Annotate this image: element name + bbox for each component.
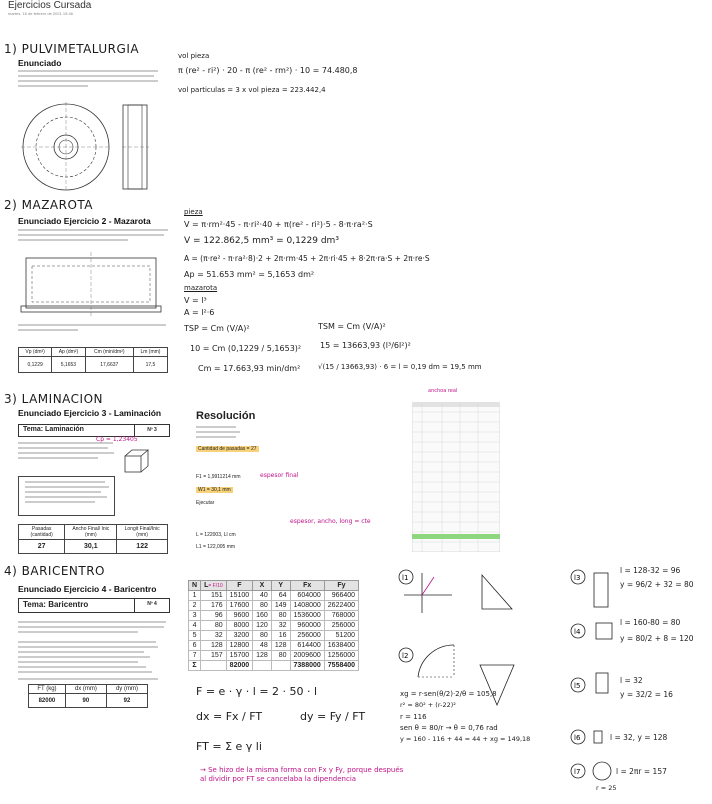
s4-th-0: FT (kg) (29, 685, 66, 694)
res-cell: 3200 (226, 631, 252, 641)
s4-note-19: y = 160 - 116 + 44 = 44 + xg = 149,18 (400, 735, 531, 743)
res-cell: 149 (271, 601, 290, 611)
res-cell: 604000 (290, 591, 324, 601)
res-cell: 157 (201, 651, 227, 661)
s3-block-icon (122, 448, 150, 474)
res-row (189, 661, 359, 671)
res-cell: 128 (271, 641, 290, 651)
s3-num: Nº 3 (134, 425, 169, 436)
s2-note-0: pieza (184, 208, 203, 216)
s4-num: Nº 4 (134, 599, 169, 612)
s3-res-line-4: L = 122003, Ll cm (196, 532, 236, 538)
s2-note-1: V = π·rm²·45 - π·ri²·40 + π(re² - ri²)·5 - 8·π·ra²·S (184, 220, 373, 229)
s3-note-2: espesor final (260, 472, 299, 479)
res-cell: 768000 (324, 611, 358, 621)
res-cell: 7 (189, 651, 201, 661)
res-cell: 128 (253, 651, 272, 661)
s4-th-2: dy (mm) (106, 685, 147, 694)
res-row (189, 641, 359, 651)
res-row (189, 621, 359, 631)
s2-text-2 (18, 324, 168, 331)
res-cell: 1256000 (324, 651, 358, 661)
s4-tema (18, 598, 170, 613)
s4-note-6: y = 96/2 + 32 = 80 (620, 580, 694, 589)
section-3-heading: 3) LAMINACION (4, 392, 104, 406)
res-cell (271, 661, 290, 671)
s4-title: Enunciado Ejercicio 4 - Baricentro (18, 584, 157, 594)
s2-note-13: √(15 / 13663,93) · 6 = l = 0,19 dm = 19,5 mm (318, 363, 482, 371)
s4-note-12: l = 2πr = 157 (616, 767, 667, 776)
s2-note-11: 15 = 13663,93 (l³/6l²)² (320, 341, 411, 350)
s1-note-2: vol particulas = 3 x vol pieza = 223.442,4 (178, 86, 326, 94)
s4-text (18, 621, 168, 680)
s1-text (18, 70, 160, 87)
res-col-f: F (226, 581, 252, 591)
res-cell: 7558400 (324, 661, 358, 671)
s4-note-13: r = 25 (596, 784, 617, 792)
res-cell: 9600 (226, 611, 252, 621)
s4-note-16: r² = 80² + (r-22)² (400, 701, 456, 709)
svg-text:l4: l4 (574, 628, 581, 636)
res-cell: 32 (271, 621, 290, 631)
page-title: Ejercicios Cursada (8, 0, 92, 11)
s2-note-12: Cm = 17.663,93 min/dm² (198, 364, 301, 373)
res-row (189, 631, 359, 641)
s2-th-1: Ap (dm²) (52, 348, 85, 357)
s4-tema-label: Tema: Baricentro (23, 600, 89, 609)
res-cell: 960000 (290, 621, 324, 631)
s3-note-1: espesor, ancho, long = cte (290, 518, 371, 525)
res-col-l-label: L (204, 582, 209, 589)
s2-note-6: V = l³ (184, 296, 207, 305)
s2-note-10: 10 = Cm (0,1229 / 5,1653)² (190, 344, 302, 353)
s1-note-0: vol pieza (178, 52, 210, 60)
svg-text:l5: l5 (574, 682, 581, 690)
res-cell: 1408000 (290, 601, 324, 611)
res-cell: 3 (189, 611, 201, 621)
res-cell: 15100 (226, 591, 252, 601)
s3-note-3: anchoa real (428, 388, 458, 394)
s2-note-3: A = (π·re² - π·ra²·8)·2 + 2π·rm·45 + 2π·ri·45 + 8·2π·ra·S + 2π·re·S (184, 254, 430, 263)
res-cell: 8000 (226, 621, 252, 631)
res-cell: 176 (201, 601, 227, 611)
res-cell: 80 (253, 601, 272, 611)
s4-note-7: l = 160-80 = 80 (620, 618, 681, 627)
s2-note-4: Ap = 51.653 mm² = 5,1653 dm² (184, 270, 315, 279)
s4-th-1: dx (mm) (65, 685, 106, 694)
res-cell: 51200 (324, 631, 358, 641)
s3-values-table (18, 524, 168, 554)
res-cell: 1638400 (324, 641, 358, 651)
res-row (189, 591, 359, 601)
res-cell: 80 (271, 611, 290, 621)
res-col-fy: Fy (324, 581, 358, 591)
res-cell: 1536000 (290, 611, 324, 621)
res-cell: 64 (271, 591, 290, 601)
res-col-l (201, 581, 227, 591)
s4-results-table (188, 580, 359, 671)
s3-res-text (196, 426, 296, 438)
s3-th-1: Ancho Final/ Inic (mm) (65, 525, 117, 540)
page-date: martes, 16 de febrero de 2021 15:46 (8, 11, 73, 16)
s4-sketches (392, 565, 562, 795)
res-cell (253, 661, 272, 671)
s2-td-2: 17,6637 (85, 357, 133, 373)
svg-text:l3: l3 (574, 574, 581, 582)
s4-note-0: F = e · γ · l = 2 · 50 · l (196, 685, 318, 698)
res-cell: 2 (189, 601, 201, 611)
s4-td-2: 92 (106, 694, 147, 708)
res-row (189, 611, 359, 621)
res-cell: 256000 (290, 631, 324, 641)
s3-data-box (18, 476, 115, 516)
res-cell: 32 (201, 631, 227, 641)
s2-text (18, 229, 168, 241)
s3-th-0: Pasadas (cantidad) (19, 525, 65, 540)
s4-td-0: 82000 (29, 694, 66, 708)
s4-note-8: y = 80/2 + 8 = 120 (620, 634, 694, 643)
s3-text (18, 442, 118, 459)
s3-note-0: Cp = 1,23405 (96, 436, 138, 443)
s3-res-line-5: L1 = 122,005 mm (196, 544, 236, 550)
res-cell (201, 661, 227, 671)
res-cell: 80 (253, 631, 272, 641)
res-cell: Σ (189, 661, 201, 671)
res-cell: 80 (201, 621, 227, 631)
svg-text:l7: l7 (574, 768, 581, 776)
res-cell: 4 (189, 621, 201, 631)
s2-values-table (18, 347, 168, 373)
res-cell: 6 (189, 641, 201, 651)
s4-note-11: l = 32, y = 128 (610, 733, 668, 742)
s1-title: Enunciado (18, 58, 62, 68)
s2-note-8: TSP = Cm (V/A)² (184, 324, 250, 333)
s4-note-2: dy = Fy / FT (300, 710, 366, 723)
s2-td-1: 5,1653 (52, 357, 85, 373)
s4-values-table (28, 684, 148, 708)
res-cell: 128 (201, 641, 227, 651)
s2-th-2: Cm (min/dm²) (85, 348, 133, 357)
s2-note-7: A = l²·6 (184, 308, 215, 317)
res-cell: 5 (189, 631, 201, 641)
res-col-x: X (253, 581, 272, 591)
res-row (189, 601, 359, 611)
s1-drawing (18, 95, 168, 195)
res-cell: 614400 (290, 641, 324, 651)
s1-note-1: π (re² - ri²) · 20 - π (re² - rm²) · 10 = 74.480,8 (178, 66, 358, 75)
res-cell: 82000 (226, 661, 252, 671)
s2-th-3: Lm (mm) (133, 348, 167, 357)
s4-note-10: y = 32/2 = 16 (620, 690, 673, 699)
s2-title: Enunciado Ejercicio 2 - Mazarota (18, 216, 151, 226)
s4-note-18: sen θ = 80/r → θ = 0,76 rad (400, 724, 498, 732)
res-col-l-note: = F/10 (208, 583, 223, 589)
res-cell: 256000 (324, 621, 358, 631)
res-cell: 1 (189, 591, 201, 601)
s3-td-2: 122 (117, 540, 168, 554)
res-col-n: N (189, 581, 201, 591)
res-cell: 17600 (226, 601, 252, 611)
s2-td-3: 17,5 (133, 357, 167, 373)
res-cell: 48 (253, 641, 272, 651)
res-cell: 2622400 (324, 601, 358, 611)
res-body (189, 591, 359, 671)
res-cell: 2009600 (290, 651, 324, 661)
res-cell: 160 (253, 611, 272, 621)
s4-note-17: r = 116 (400, 713, 427, 721)
res-cell: 12800 (226, 641, 252, 651)
s3-tema-label: Tema: Laminación (23, 426, 84, 433)
res-cell: 16 (271, 631, 290, 641)
section-1-heading: 1) PULVIMETALURGIA (4, 42, 140, 56)
res-row (189, 651, 359, 661)
s2-note-2: V = 122.862,5 mm³ = 0,1229 dm³ (184, 236, 339, 246)
s2-note-9: TSM = Cm (V/A)² (318, 322, 386, 331)
s3-td-0: 27 (19, 540, 65, 554)
res-cell: 966400 (324, 591, 358, 601)
res-cell: 40 (253, 591, 272, 601)
s2-drawing (18, 250, 168, 322)
res-cell: 7388000 (290, 661, 324, 671)
svg-text:l1: l1 (402, 574, 409, 582)
res-col-fx: Fx (290, 581, 324, 591)
s4-td-1: 90 (65, 694, 106, 708)
s4-note-9: l = 32 (620, 676, 643, 685)
s3-spreadsheet (412, 402, 500, 552)
res-cell: 80 (271, 651, 290, 661)
s2-td-0: 0,1229 (19, 357, 52, 373)
s4-note-4: → Se hizo de la misma forma con Fx y Fy, porque después al dividir por FT se cancelaba la dipendencia (200, 766, 404, 783)
s3-res-line-1: F1 = 1,9911214 mm (196, 474, 241, 480)
s3-res-line-3: Ejecutar (196, 500, 215, 506)
s3-th-2: Longit Final/Inic (mm) (117, 525, 168, 540)
s2-th-0: Vp (dm³) (19, 348, 52, 357)
s3-res-line-2: W1 = 30,1 mm (198, 487, 231, 493)
res-cell: 120 (253, 621, 272, 631)
s2-note-5: mazarota (184, 284, 218, 292)
svg-text:l6: l6 (574, 734, 581, 742)
res-cell: 151 (201, 591, 227, 601)
s4-note-5: l = 128-32 = 96 (620, 566, 681, 575)
res-cell: 15700 (226, 651, 252, 661)
s4-note-15: xg = r·sen(θ/2)·2/θ = 105,8 (400, 690, 497, 698)
res-col-y: Y (271, 581, 290, 591)
res-cell: 96 (201, 611, 227, 621)
s3-tema (18, 424, 170, 437)
s3-td-1: 30,1 (65, 540, 117, 554)
section-2-heading: 2) MAZAROTA (4, 198, 94, 212)
s4-note-1: dx = Fx / FT (196, 710, 263, 723)
s3-title: Enunciado Ejercicio 3 - Laminación (18, 408, 162, 418)
s4-note-3: FT = Σ e γ li (196, 740, 262, 753)
svg-text:l2: l2 (402, 652, 409, 660)
section-4-heading: 4) BARICENTRO (4, 564, 105, 578)
s3-res-line-0: Cantidad de pasadas = 27 (198, 446, 257, 452)
s3-res-title: Resolución (196, 410, 256, 422)
